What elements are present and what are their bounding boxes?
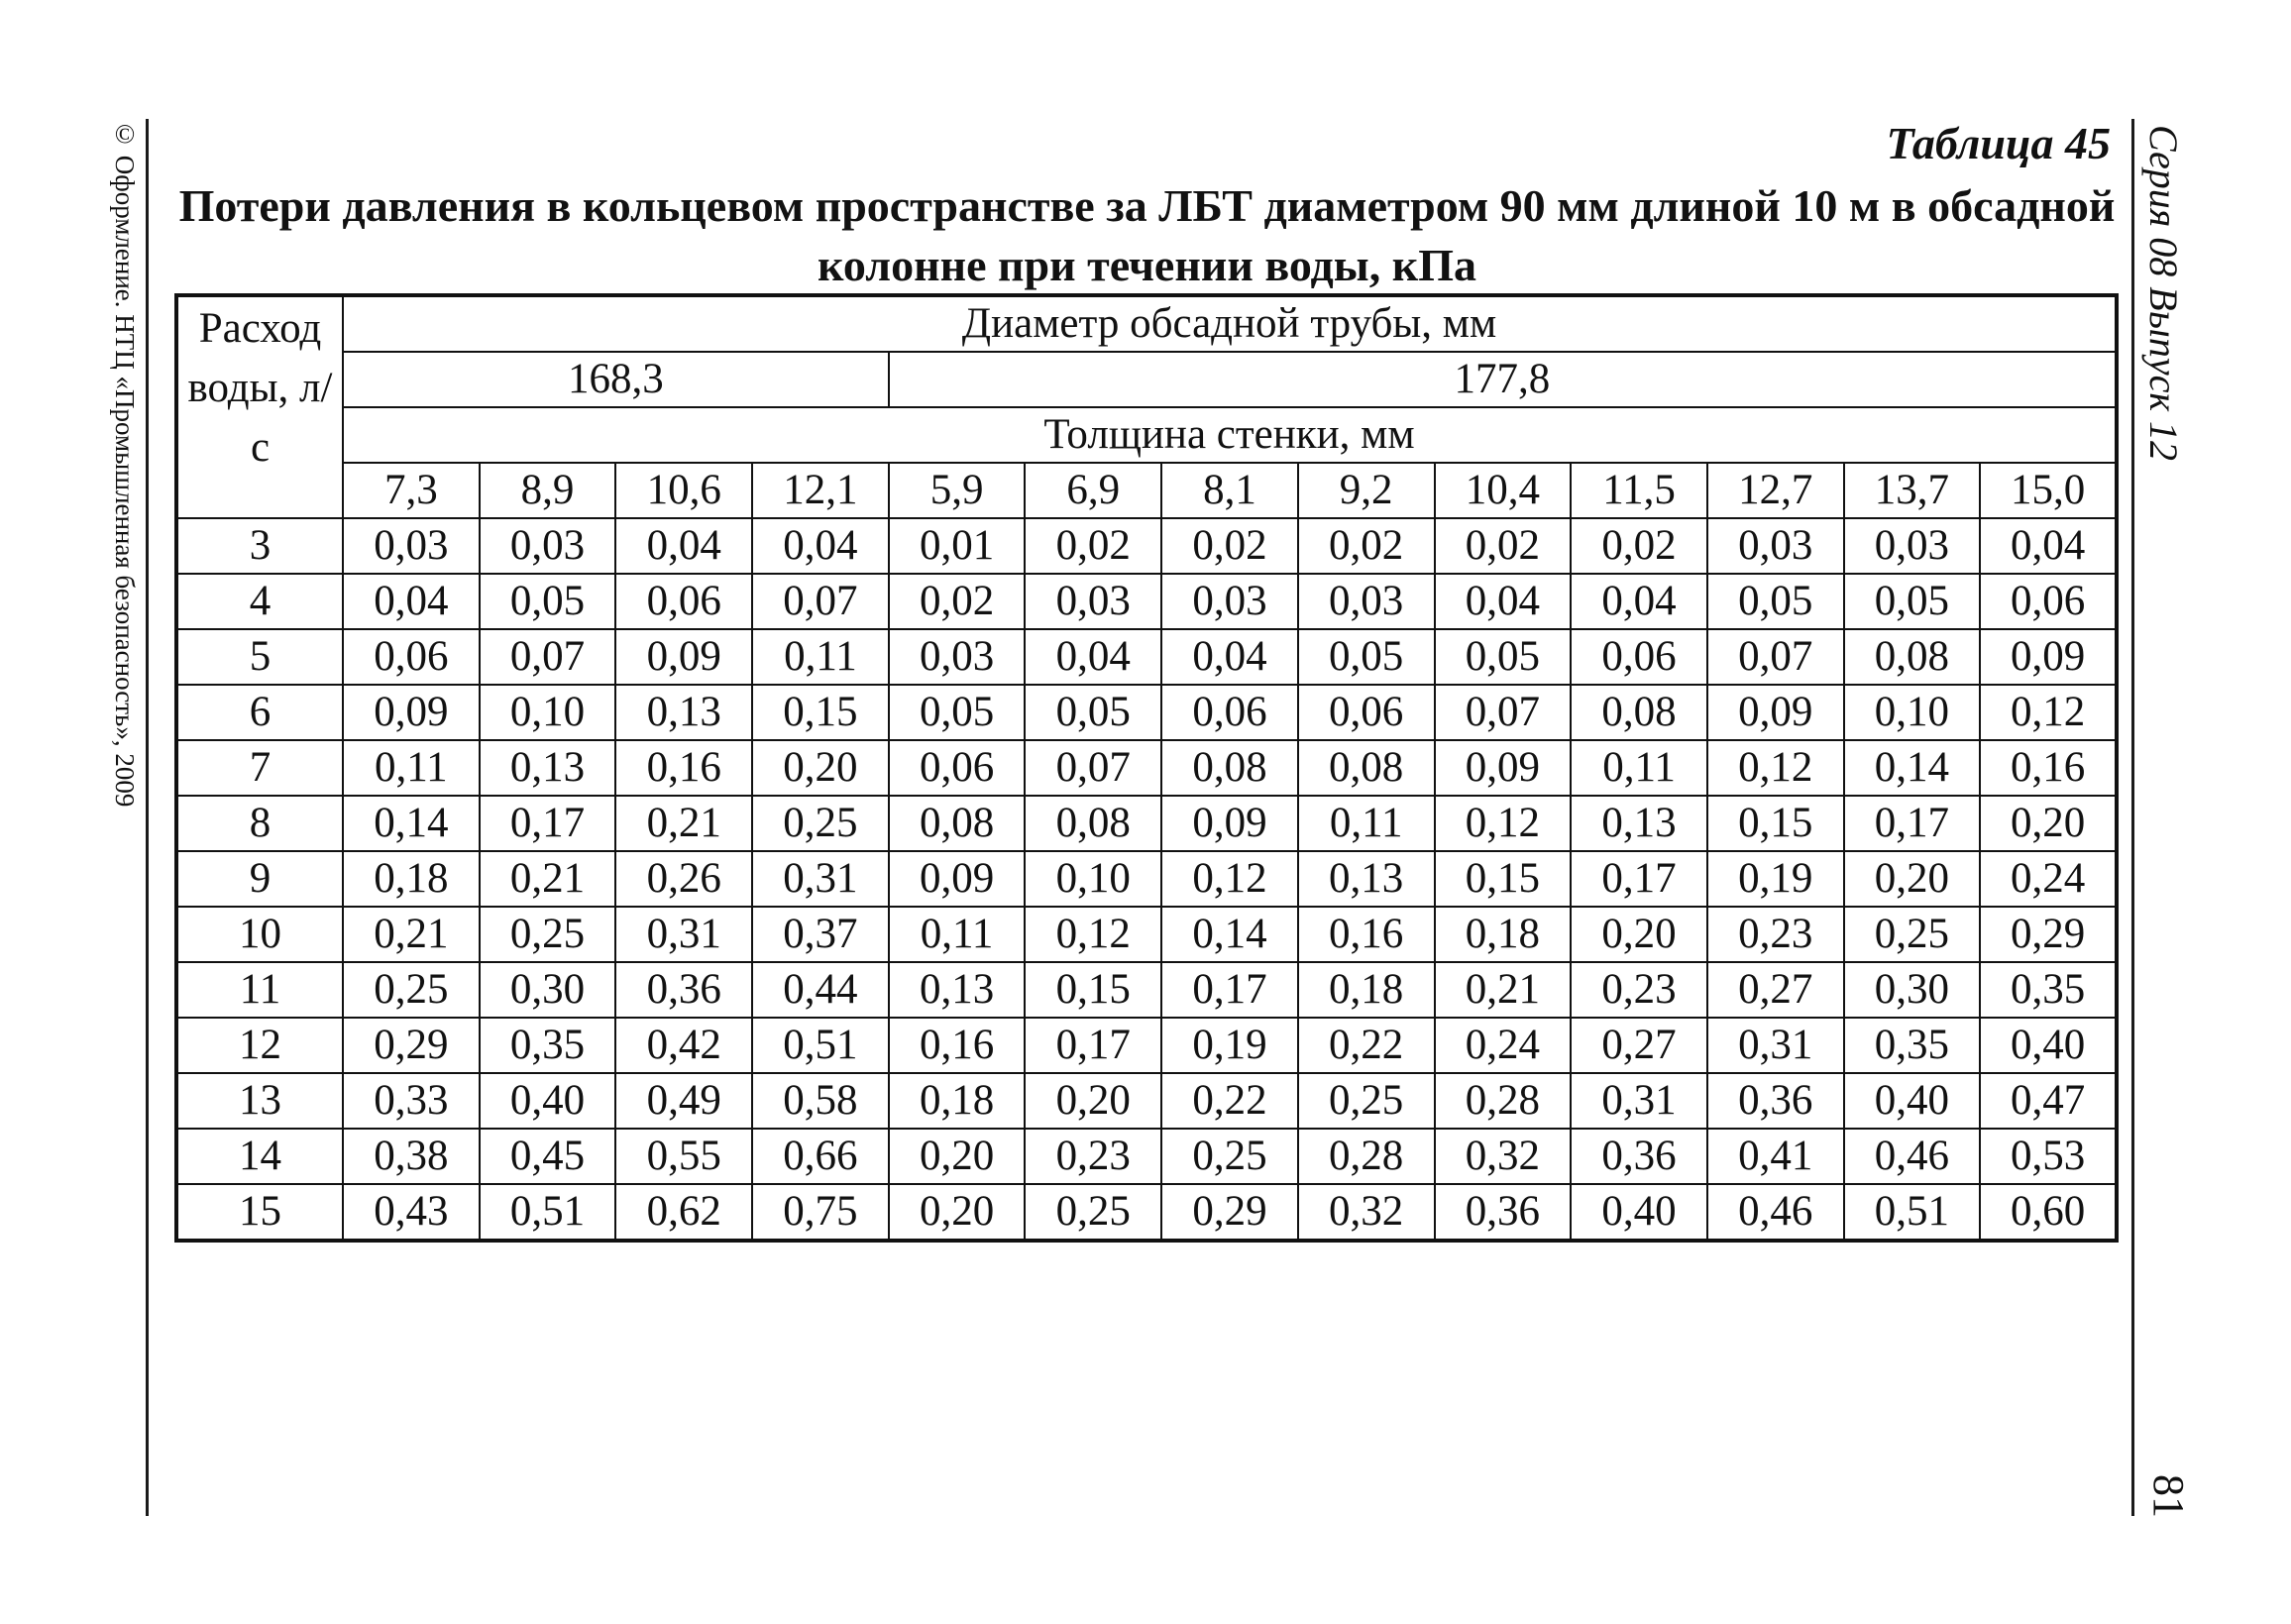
pressure-loss-cell: 0,06 <box>615 574 752 629</box>
pressure-loss-cell: 0,04 <box>343 574 480 629</box>
pressure-loss-cell: 0,36 <box>1707 1073 1844 1129</box>
pressure-loss-cell: 0,28 <box>1435 1073 1572 1129</box>
pressure-loss-cell: 0,19 <box>1161 1018 1298 1073</box>
flow-rate-cell: 11 <box>176 962 343 1018</box>
pressure-loss-cell: 0,03 <box>1298 574 1435 629</box>
pressure-loss-cell: 0,06 <box>1298 685 1435 740</box>
pressure-loss-cell: 0,20 <box>1844 851 1981 907</box>
pressure-loss-cell: 0,20 <box>1025 1073 1161 1129</box>
pressure-loss-cell: 0,51 <box>1844 1184 1981 1241</box>
pressure-loss-cell: 0,03 <box>1844 518 1981 574</box>
table-row <box>176 1129 2117 1184</box>
pressure-loss-cell: 0,25 <box>1161 1129 1298 1184</box>
pressure-loss-cell: 0,16 <box>615 740 752 796</box>
table-row <box>176 1073 2117 1129</box>
pressure-loss-cell: 0,38 <box>343 1129 480 1184</box>
pressure-loss-cell: 0,31 <box>615 907 752 962</box>
table-row <box>176 851 2117 907</box>
pressure-loss-cell: 0,02 <box>889 574 1026 629</box>
pressure-loss-cell: 0,03 <box>480 518 616 574</box>
wall-thickness-header-cell: 12,7 <box>1707 463 1844 518</box>
pressure-loss-cell: 0,05 <box>1707 574 1844 629</box>
pressure-loss-cell: 0,29 <box>1980 907 2117 962</box>
pressure-loss-cell: 0,46 <box>1844 1129 1981 1184</box>
pressure-loss-cell: 0,20 <box>889 1129 1026 1184</box>
flow-rate-cell: 3 <box>176 518 343 574</box>
pressure-loss-cell: 0,40 <box>1571 1184 1707 1241</box>
pressure-loss-cell: 0,04 <box>1025 629 1161 685</box>
pressure-loss-cell: 0,13 <box>615 685 752 740</box>
pressure-loss-cell: 0,14 <box>1161 907 1298 962</box>
pressure-loss-cell: 0,35 <box>1844 1018 1981 1073</box>
pressure-loss-cell: 0,16 <box>1980 740 2117 796</box>
pressure-loss-cell: 0,51 <box>480 1184 616 1241</box>
pressure-loss-cell: 0,40 <box>480 1073 616 1129</box>
pressure-loss-cell: 0,21 <box>615 796 752 851</box>
pressure-loss-cell: 0,37 <box>752 907 889 962</box>
wall-thickness-header-cell: 12,1 <box>752 463 889 518</box>
pressure-loss-cell: 0,18 <box>889 1073 1026 1129</box>
pressure-loss-cell: 0,25 <box>1025 1184 1161 1241</box>
pressure-loss-cell: 0,09 <box>615 629 752 685</box>
wall-thickness-header-cell: 6,9 <box>1025 463 1161 518</box>
pressure-loss-cell: 0,11 <box>343 740 480 796</box>
pressure-loss-cell: 0,02 <box>1161 518 1298 574</box>
pressure-loss-cell: 0,09 <box>1161 796 1298 851</box>
pressure-loss-cell: 0,62 <box>615 1184 752 1241</box>
pressure-loss-cell: 0,36 <box>1435 1184 1572 1241</box>
flow-rate-cell: 9 <box>176 851 343 907</box>
flow-rate-cell: 8 <box>176 796 343 851</box>
pressure-loss-cell: 0,41 <box>1707 1129 1844 1184</box>
pressure-loss-cell: 0,11 <box>752 629 889 685</box>
pressure-loss-cell: 0,40 <box>1844 1073 1981 1129</box>
table-row <box>176 907 2117 962</box>
pressure-loss-cell: 0,18 <box>343 851 480 907</box>
pressure-loss-cell: 0,17 <box>1025 1018 1161 1073</box>
diameter-group-header: Диаметр обсадной трубы, мм <box>343 295 2117 352</box>
wall-thickness-header-cell: 10,6 <box>615 463 752 518</box>
pressure-loss-cell: 0,08 <box>1025 796 1161 851</box>
pressure-loss-cell: 0,08 <box>1298 740 1435 796</box>
wall-thickness-header-cell: 13,7 <box>1844 463 1981 518</box>
pressure-loss-cell: 0,18 <box>1435 907 1572 962</box>
pressure-loss-table <box>174 293 2119 1243</box>
pressure-loss-cell: 0,06 <box>1161 685 1298 740</box>
table-number: Таблица 45 <box>1886 118 2111 168</box>
pressure-loss-cell: 0,27 <box>1707 962 1844 1018</box>
pressure-loss-cell: 0,11 <box>889 907 1026 962</box>
pressure-loss-cell: 0,22 <box>1298 1018 1435 1073</box>
wall-thickness-header-cell: 8,9 <box>480 463 616 518</box>
pressure-loss-cell: 0,04 <box>615 518 752 574</box>
wall-thickness-header-cell: 15,0 <box>1980 463 2117 518</box>
header-row-diameters <box>176 352 2117 407</box>
pressure-loss-cell: 0,25 <box>1298 1073 1435 1129</box>
pressure-loss-cell: 0,05 <box>1025 685 1161 740</box>
pressure-loss-cell: 0,31 <box>752 851 889 907</box>
wall-thickness-group-header: Толщина стенки, мм <box>343 407 2117 463</box>
pressure-loss-cell: 0,16 <box>1298 907 1435 962</box>
pressure-loss-cell: 0,25 <box>480 907 616 962</box>
diameter-168-header: 168,3 <box>343 352 889 407</box>
pressure-loss-cell: 0,13 <box>1571 796 1707 851</box>
pressure-loss-cell: 0,32 <box>1435 1129 1572 1184</box>
pressure-loss-cell: 0,05 <box>1435 629 1572 685</box>
flow-rate-cell: 14 <box>176 1129 343 1184</box>
pressure-loss-cell: 0,13 <box>480 740 616 796</box>
header-row-wall-thickness <box>176 463 2117 518</box>
pressure-loss-cell: 0,53 <box>1980 1129 2117 1184</box>
flow-rate-cell: 4 <box>176 574 343 629</box>
pressure-loss-cell: 0,20 <box>889 1184 1026 1241</box>
pressure-loss-cell: 0,66 <box>752 1129 889 1184</box>
pressure-loss-cell: 0,18 <box>1298 962 1435 1018</box>
pressure-loss-cell: 0,14 <box>343 796 480 851</box>
flow-rate-cell: 12 <box>176 1018 343 1073</box>
pressure-loss-cell: 0,21 <box>1435 962 1572 1018</box>
table-body <box>176 295 2117 1241</box>
flow-rate-cell: 13 <box>176 1073 343 1129</box>
pressure-loss-cell: 0,55 <box>615 1129 752 1184</box>
flow-rate-cell: 15 <box>176 1184 343 1241</box>
pressure-loss-cell: 0,20 <box>752 740 889 796</box>
pressure-loss-cell: 0,35 <box>480 1018 616 1073</box>
table-row <box>176 629 2117 685</box>
pressure-loss-cell: 0,23 <box>1571 962 1707 1018</box>
page-number: 81 <box>2144 1474 2193 1518</box>
pressure-loss-cell: 0,24 <box>1980 851 2117 907</box>
pressure-loss-cell: 0,13 <box>889 962 1026 1018</box>
wall-thickness-header-cell: 10,4 <box>1435 463 1572 518</box>
pressure-loss-cell: 0,09 <box>889 851 1026 907</box>
table-row <box>176 574 2117 629</box>
pressure-loss-cell: 0,32 <box>1298 1184 1435 1241</box>
pressure-loss-cell: 0,28 <box>1298 1129 1435 1184</box>
flow-rate-cell: 7 <box>176 740 343 796</box>
pressure-loss-cell: 0,08 <box>1844 629 1981 685</box>
pressure-loss-cell: 0,16 <box>889 1018 1026 1073</box>
pressure-loss-cell: 0,12 <box>1707 740 1844 796</box>
header-row-diameter-group <box>176 295 2117 352</box>
wall-thickness-header-cell: 8,1 <box>1161 463 1298 518</box>
pressure-loss-cell: 0,09 <box>1980 629 2117 685</box>
pressure-loss-cell: 0,30 <box>480 962 616 1018</box>
pressure-loss-cell: 0,09 <box>343 685 480 740</box>
pressure-loss-cell: 0,47 <box>1980 1073 2117 1129</box>
pressure-loss-cell: 0,05 <box>480 574 616 629</box>
pressure-loss-cell: 0,03 <box>889 629 1026 685</box>
pressure-loss-cell: 0,15 <box>1707 796 1844 851</box>
pressure-loss-cell: 0,17 <box>480 796 616 851</box>
pressure-loss-cell: 0,06 <box>1980 574 2117 629</box>
pressure-loss-cell: 0,06 <box>1571 629 1707 685</box>
pressure-loss-cell: 0,05 <box>1844 574 1981 629</box>
pressure-loss-cell: 0,23 <box>1025 1129 1161 1184</box>
pressure-loss-cell: 0,07 <box>480 629 616 685</box>
pressure-loss-cell: 0,03 <box>1161 574 1298 629</box>
pressure-loss-cell: 0,29 <box>1161 1184 1298 1241</box>
table-row <box>176 1018 2117 1073</box>
pressure-loss-cell: 0,06 <box>343 629 480 685</box>
pressure-loss-cell: 0,04 <box>1161 629 1298 685</box>
pressure-loss-cell: 0,25 <box>1844 907 1981 962</box>
pressure-loss-cell: 0,08 <box>1571 685 1707 740</box>
pressure-loss-cell: 0,15 <box>1435 851 1572 907</box>
wall-thickness-header-cell: 11,5 <box>1571 463 1707 518</box>
pressure-loss-cell: 0,04 <box>1435 574 1572 629</box>
pressure-loss-cell: 0,03 <box>1025 574 1161 629</box>
pressure-loss-cell: 0,44 <box>752 962 889 1018</box>
pressure-loss-cell: 0,10 <box>480 685 616 740</box>
pressure-loss-cell: 0,06 <box>889 740 1026 796</box>
pressure-loss-cell: 0,03 <box>1707 518 1844 574</box>
pressure-loss-cell: 0,07 <box>1707 629 1844 685</box>
pressure-loss-cell: 0,23 <box>1707 907 1844 962</box>
diameter-177-header: 177,8 <box>889 352 2117 407</box>
pressure-loss-cell: 0,11 <box>1298 796 1435 851</box>
pressure-loss-cell: 0,22 <box>1161 1073 1298 1129</box>
pressure-loss-cell: 0,25 <box>343 962 480 1018</box>
pressure-loss-cell: 0,03 <box>343 518 480 574</box>
pressure-loss-cell: 0,09 <box>1707 685 1844 740</box>
pressure-loss-cell: 0,31 <box>1571 1073 1707 1129</box>
pressure-loss-cell: 0,07 <box>1025 740 1161 796</box>
pressure-loss-cell: 0,29 <box>343 1018 480 1073</box>
pressure-loss-cell: 0,58 <box>752 1073 889 1129</box>
pressure-loss-cell: 0,11 <box>1571 740 1707 796</box>
pressure-loss-cell: 0,17 <box>1571 851 1707 907</box>
pressure-loss-cell: 0,01 <box>889 518 1026 574</box>
pressure-loss-cell: 0,60 <box>1980 1184 2117 1241</box>
flow-rate-cell: 6 <box>176 685 343 740</box>
pressure-loss-cell: 0,30 <box>1844 962 1981 1018</box>
pressure-loss-cell: 0,42 <box>615 1018 752 1073</box>
pressure-loss-cell: 0,04 <box>1980 518 2117 574</box>
pressure-loss-cell: 0,17 <box>1844 796 1981 851</box>
pressure-loss-cell: 0,07 <box>1435 685 1572 740</box>
pressure-loss-cell: 0,49 <box>615 1073 752 1129</box>
pressure-loss-cell: 0,08 <box>889 796 1026 851</box>
table-row <box>176 518 2117 574</box>
pressure-loss-cell: 0,36 <box>1571 1129 1707 1184</box>
pressure-loss-cell: 0,46 <box>1707 1184 1844 1241</box>
pressure-loss-cell: 0,14 <box>1844 740 1981 796</box>
right-margin-rule <box>2131 119 2134 1516</box>
wall-thickness-header-cell: 5,9 <box>889 463 1026 518</box>
table-row <box>176 796 2117 851</box>
pressure-loss-cell: 0,36 <box>615 962 752 1018</box>
pressure-loss-cell: 0,15 <box>752 685 889 740</box>
pressure-loss-cell: 0,21 <box>480 851 616 907</box>
pressure-loss-cell: 0,25 <box>752 796 889 851</box>
header-row-wall-group <box>176 407 2117 463</box>
pressure-loss-cell: 0,12 <box>1025 907 1161 962</box>
left-margin-rule <box>146 119 149 1516</box>
pressure-loss-cell: 0,15 <box>1025 962 1161 1018</box>
pressure-loss-cell: 0,24 <box>1435 1018 1572 1073</box>
pressure-loss-cell: 0,02 <box>1435 518 1572 574</box>
pressure-loss-cell: 0,51 <box>752 1018 889 1073</box>
table-caption: Потери давления в кольцевом пространстве за ЛБТ диаметром 90 мм длиной 10 м в обсадной колонне при течении воды, кПа <box>178 180 2116 290</box>
pressure-loss-cell: 0,04 <box>752 518 889 574</box>
pressure-loss-cell: 0,02 <box>1571 518 1707 574</box>
wall-thickness-header-cell: 7,3 <box>343 463 480 518</box>
pressure-loss-cell: 0,31 <box>1707 1018 1844 1073</box>
pressure-loss-cell: 0,10 <box>1025 851 1161 907</box>
wall-thickness-header-cell: 9,2 <box>1298 463 1435 518</box>
pressure-loss-cell: 0,17 <box>1161 962 1298 1018</box>
pressure-loss-cell: 0,20 <box>1980 796 2117 851</box>
pressure-loss-cell: 0,12 <box>1435 796 1572 851</box>
pressure-loss-cell: 0,04 <box>1571 574 1707 629</box>
pressure-loss-cell: 0,33 <box>343 1073 480 1129</box>
table-row <box>176 685 2117 740</box>
pressure-loss-cell: 0,05 <box>889 685 1026 740</box>
pressure-loss-cell: 0,20 <box>1571 907 1707 962</box>
table-row <box>176 1184 2117 1241</box>
pressure-loss-cell: 0,02 <box>1025 518 1161 574</box>
pressure-loss-cell: 0,21 <box>343 907 480 962</box>
pressure-loss-cell: 0,07 <box>752 574 889 629</box>
pressure-loss-cell: 0,09 <box>1435 740 1572 796</box>
flow-rate-header: Расход воды, л/с <box>176 295 343 518</box>
flow-rate-cell: 10 <box>176 907 343 962</box>
pressure-loss-cell: 0,43 <box>343 1184 480 1241</box>
pressure-loss-cell: 0,08 <box>1161 740 1298 796</box>
pressure-loss-cell: 0,19 <box>1707 851 1844 907</box>
pressure-loss-cell: 0,75 <box>752 1184 889 1241</box>
copyright-notice: © Оформление. НТЦ «Промышленная безопасность», 2009 <box>110 119 140 808</box>
pressure-loss-cell: 0,12 <box>1161 851 1298 907</box>
table-row <box>176 740 2117 796</box>
pressure-loss-cell: 0,05 <box>1298 629 1435 685</box>
table-row <box>176 962 2117 1018</box>
flow-rate-cell: 5 <box>176 629 343 685</box>
pressure-loss-cell: 0,02 <box>1298 518 1435 574</box>
pressure-loss-cell: 0,35 <box>1980 962 2117 1018</box>
series-label: Серия 08 Выпуск 12 <box>2141 125 2186 462</box>
pressure-loss-cell: 0,27 <box>1571 1018 1707 1073</box>
pressure-loss-cell: 0,13 <box>1298 851 1435 907</box>
pressure-loss-cell: 0,26 <box>615 851 752 907</box>
pressure-loss-cell: 0,40 <box>1980 1018 2117 1073</box>
pressure-loss-cell: 0,12 <box>1980 685 2117 740</box>
pressure-loss-cell: 0,10 <box>1844 685 1981 740</box>
pressure-loss-cell: 0,45 <box>480 1129 616 1184</box>
